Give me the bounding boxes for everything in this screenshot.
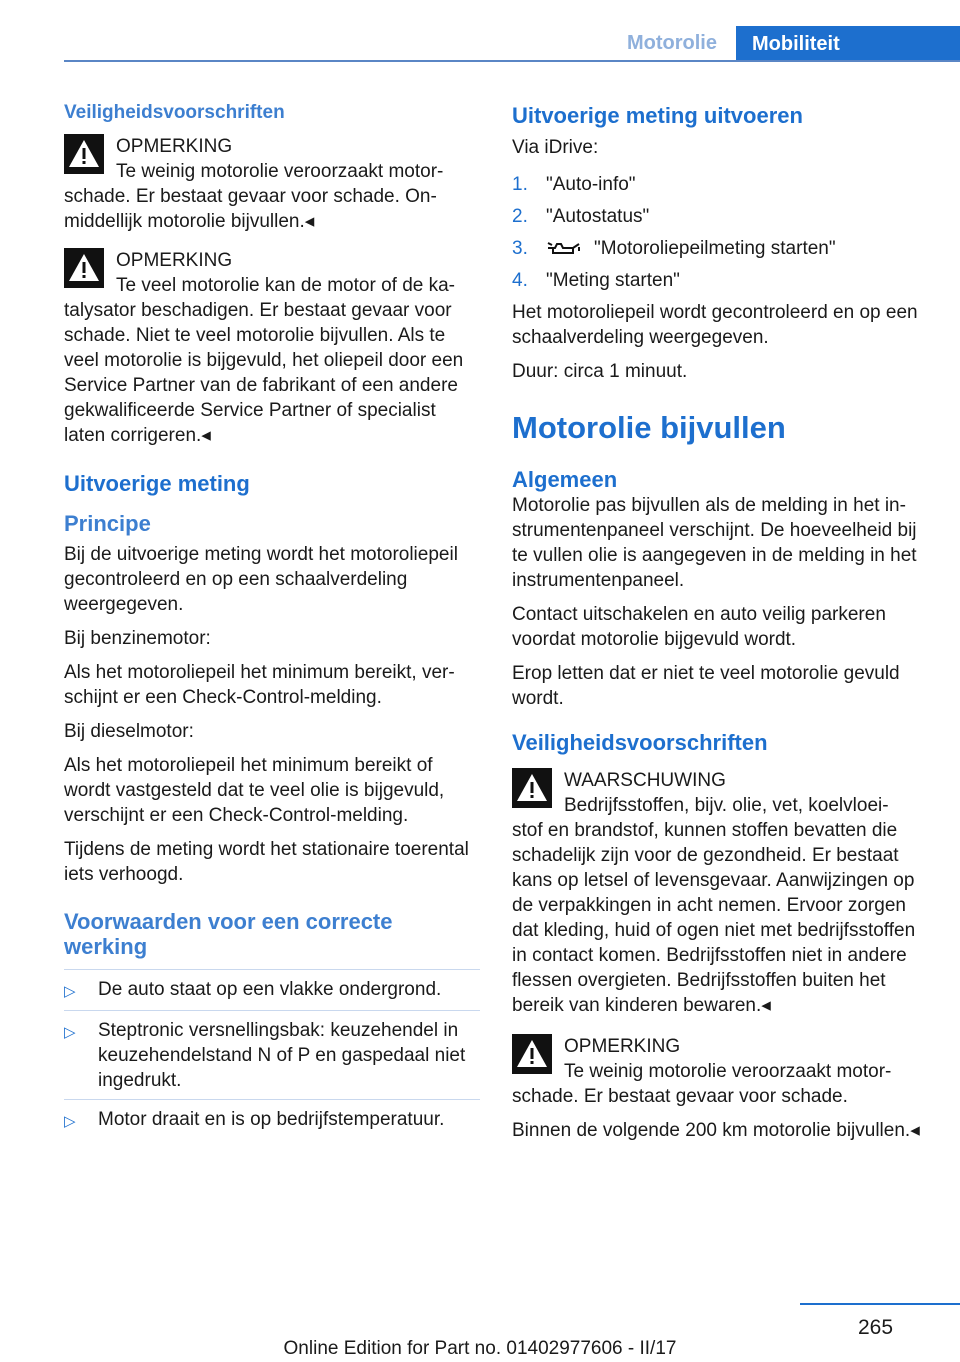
triangle-bullet-icon: ▷ [64,1024,76,1041]
warning-block-1 [64,134,480,234]
step-number: 3. [512,238,528,259]
warning-first-line: Te weinig motorolie veroorzaakt motor- [116,161,444,182]
tab-mobiliteit[interactable]: Mobiliteit [736,26,960,62]
step-number: 2. [512,206,528,227]
steps-list [512,172,928,293]
step-text: "Autostatus" [546,206,650,227]
triangle-bullet-icon: ▷ [64,983,76,1000]
footer-rule [800,1303,960,1305]
algemeen-text: Motorolie pas bijvullen als de melding in het instrumentenpaneel verschijnt. De hoeveelheid bij te vullen olie is aangegeven in de melding in het instrumentenpaneel. [512,495,917,591]
warning-triangle-icon [512,768,552,808]
safety-heading-right: Veiligheidsvoorschriften [512,730,768,755]
page-number: 265 [858,1316,894,1339]
benzine-text: Als het motoroliepeil het minimum bereikt, verschijnt er een Check-Control-melding. [64,662,455,708]
final-text: Binnen de volgende 200 km motorolie bijvullen.◂ [512,1120,920,1141]
step-number: 1. [512,174,528,195]
principe-text: Bij de uitvoerige meting wordt het motoroliepeil gecontroleerd en op een schaalverdeling weergegeven. [64,544,458,615]
contact-text: Contact uitschakelen en auto veilig parkeren voordat motorolie bijgevuld wordt. [512,604,886,650]
list-item [64,970,480,1011]
step-text: "Auto-info" [546,174,636,195]
list-item [64,1100,480,1140]
warning-triangle-icon [512,1034,552,1074]
right-column [512,100,928,1152]
warning-title: OPMERKING [116,136,233,157]
via-idrive: Via iDrive: [512,137,599,158]
warning-block-3 [512,768,928,1018]
step-text: "Meting starten" [546,270,680,291]
principe-heading: Principe [64,511,151,536]
erop-text: Erop letten dat er niet te veel motorolie gevuld wordt. [512,663,900,709]
algemeen-heading: Algemeen [512,467,618,492]
step-number: 4. [512,270,528,291]
tab-motorolie[interactable]: Motorolie [627,31,717,54]
warning-title: WAARSCHUWING [564,770,726,791]
diesel-text: Als het motoroliepeil het minimum bereikt of wordt vastgesteld dat te veel olie is bijgevuld, verschijnt er een Check-Control-melding. [64,755,445,826]
list-item [512,204,928,229]
warning-title: OPMERKING [116,250,233,271]
warning-block-2 [64,248,480,448]
warning-body: schade. Er bestaat gevaar voor schade. Onmiddellijk motorolie bijvullen.◂ [64,186,437,232]
warning-first-line: Te weinig motorolie veroorzaakt motor- [564,1061,892,1082]
step-text: "Motoroliepeilmeting starten" [594,238,836,259]
list-item [512,236,928,261]
warning-triangle-icon [64,248,104,288]
duration-text: Duur: circa 1 minuut. [512,361,688,382]
header-rule [64,60,960,62]
triangle-bullet-icon: ▷ [64,1113,76,1130]
warning-first-line: Te veel motorolie kan de motor of de ka- [116,275,456,296]
warning-block-4 [512,1034,928,1109]
edition-text: Online Edition for Part no. 01402977606 - II/17 [283,1338,677,1359]
uitvoeren-heading: Uitvoerige meting uitvoeren [512,103,803,128]
stationair-text: Tijdens de meting wordt het stationaire toerental iets verhoogd. [64,839,469,885]
condition-text: Steptronic versnellingsbak: keuzehendel in keuzehendelstand N of P en gaspedaal niet ingedrukt. [98,1020,466,1091]
conditions-list [64,969,480,1140]
car-oil-icon [546,239,582,257]
benzine-label: Bij benzinemotor: [64,628,211,649]
result-text: Het motoroliepeil wordt gecontroleerd en op een schaalverdeling weergegeven. [512,302,918,348]
list-item [64,1011,480,1100]
meting-heading: Uitvoerige meting [64,471,250,496]
voorwaarden-heading: Voorwaarden voor een correcte werking [64,909,393,959]
warning-body: stof en brandstof, kunnen stoffen bevatten die schadelijk zijn voor de gezondheid. Er bestaat kans op letsel of levensgevaar. Aanwijzingen op de verpakkingen in acht nemen. Ervoor zorgen dat kleding, huid of ogen niet met bedrijfsstoffen in contact komen. Bedrijfsstoffen niet in andere flessen overgieten. Bedrijfsstoffen buiten het bereik van kinderen bewaren.◂ [512,820,916,1016]
condition-text: Motor draait en is op bedrijfstemperatuur. [98,1109,445,1130]
warning-body: schade. Er bestaat gevaar voor schade. [512,1086,848,1107]
warning-triangle-icon [64,134,104,174]
safety-heading-left: Veiligheidsvoorschriften [64,102,285,123]
diesel-label: Bij dieselmotor: [64,721,194,742]
left-column [64,100,480,1140]
bijvullen-heading: Motorolie bijvullen [512,410,786,445]
warning-first-line: Bedrijfsstoffen, bijv. olie, vet, koelvloei- [564,795,889,816]
warning-body: talysator beschadigen. Er bestaat gevaar voor schade. Niet te veel motorolie bijvullen. Als te veel motorolie is bijgevuld, het oliepeil door een Service Partner van de fabrikant of een andere gekwalificeerde Service Partner of specialist laten corrigeren.◂ [64,300,464,446]
list-item [512,172,928,197]
condition-text: De auto staat op een vlakke ondergrond. [98,979,442,1000]
list-item [512,268,928,293]
warning-title: OPMERKING [564,1036,681,1057]
